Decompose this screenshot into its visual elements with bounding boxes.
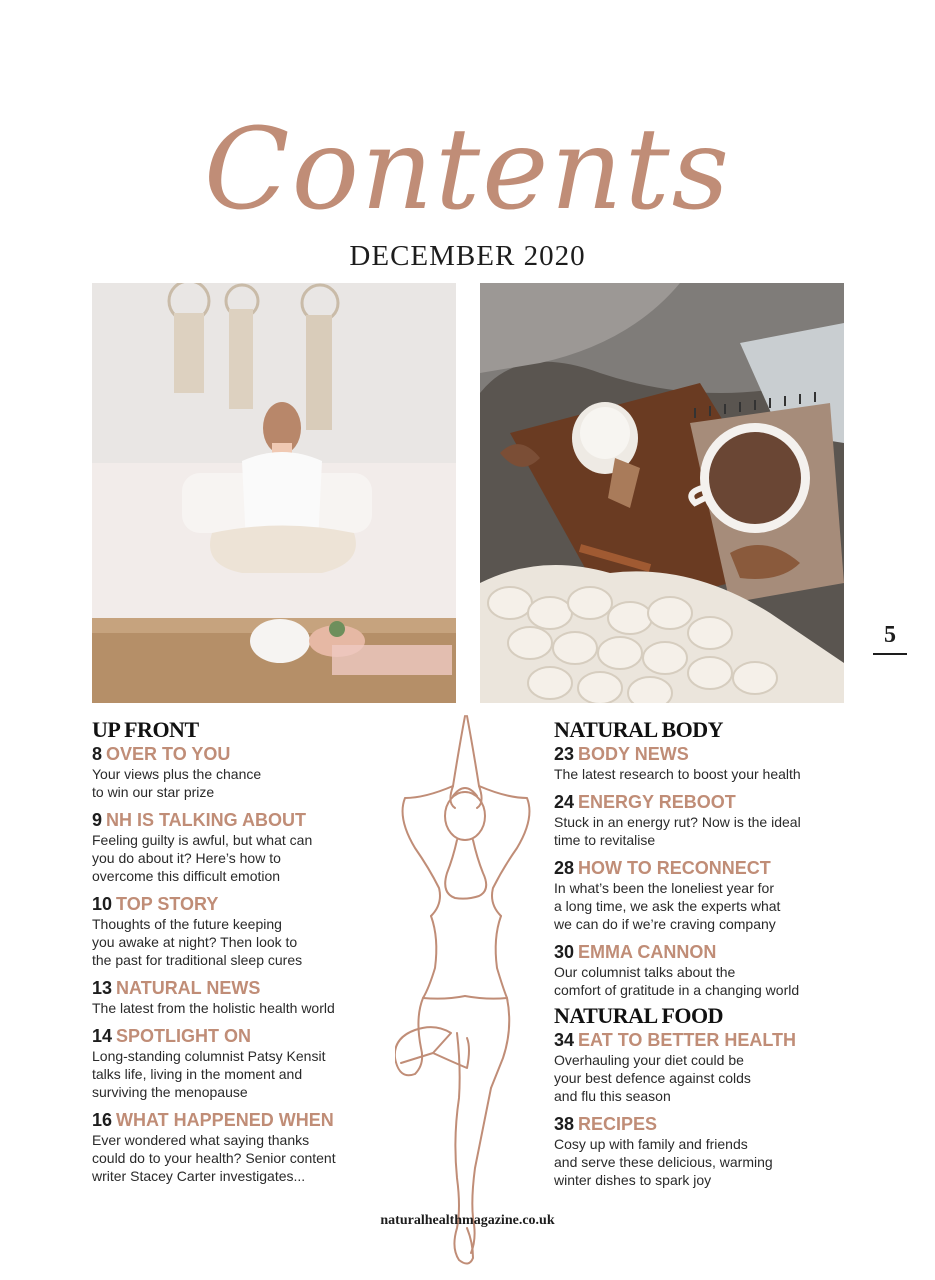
toc-entry-title: OVER TO YOU [106, 744, 231, 764]
natural-body-food-column [554, 717, 874, 1197]
contents-title: Contents [203, 105, 732, 235]
toc-entry-title: EAT TO BETTER HEALTH [578, 1030, 797, 1050]
toc-page-number: 23 [554, 744, 575, 764]
toc-entry-desc: time to revitalise [554, 832, 656, 848]
section-title-natural-food: NATURAL FOOD [554, 1003, 723, 1028]
toc-entry[interactable] [92, 977, 392, 1017]
toc-entry-desc: Feeling guilty is awful, but what can [92, 832, 313, 848]
toc-entry[interactable] [92, 893, 392, 969]
yoga-tree-pose-illustration [395, 708, 545, 1273]
toc-entry-desc: Stuck in an energy rut? Now is the ideal [554, 814, 801, 830]
toc-entry-desc: Ever wondered what saying thanks [92, 1132, 310, 1148]
toc-entry-desc: Your views plus the chance [92, 766, 262, 782]
toc-entry-title: TOP STORY [116, 894, 219, 914]
toc-entry-title: NATURAL NEWS [116, 978, 261, 998]
section-title-natural-body: NATURAL BODY [554, 717, 724, 742]
toc-page-number: 34 [554, 1030, 575, 1050]
issue-date: DECEMBER 2020 [349, 240, 586, 272]
toc-entry-desc: The latest research to boost your health [554, 766, 801, 782]
toc-entry-title: ENERGY REBOOT [578, 792, 736, 812]
toc-entry-desc: The latest from the holistic health world [92, 1000, 335, 1016]
toc-page-number: 10 [92, 894, 113, 914]
toc-entry-desc: writer Stacey Carter investigates... [92, 1168, 306, 1184]
toc-page-number: 24 [554, 792, 575, 812]
toc-entry-desc: and serve these delicious, warming [554, 1154, 773, 1170]
toc-entry-desc: you awake at night? Then look to [92, 934, 298, 950]
toc-page-number: 30 [554, 942, 575, 962]
toc-page-number: 13 [92, 978, 113, 998]
toc-entry-desc: we can do if we’re craving company [554, 916, 776, 932]
page-number: 5 [873, 622, 907, 655]
toc-entry-desc: and flu this season [554, 1088, 671, 1104]
toc-entry-desc: winter dishes to spark joy [554, 1172, 712, 1188]
toc-entry-desc: talks life, living in the moment and [92, 1066, 303, 1082]
toc-entry-desc: the past for traditional sleep cures [92, 952, 303, 968]
toc-entry-desc: comfort of gratitude in a changing world [554, 982, 800, 998]
section-title-up-front: UP FRONT [92, 717, 199, 742]
up-front-column [92, 717, 392, 1193]
toc-entry-desc: your best defence against colds [554, 1070, 751, 1086]
toc-entry[interactable] [92, 809, 392, 885]
toc-entry-title: NH IS TALKING ABOUT [106, 810, 307, 830]
toc-entry[interactable] [554, 743, 874, 783]
yoga-bedroom-photo [92, 283, 456, 703]
toc-entry-desc: could do to your health? Senior content [92, 1150, 336, 1166]
toc-entry[interactable] [554, 941, 874, 999]
toc-entry-title: BODY NEWS [578, 744, 689, 764]
toc-entry-desc: you do about it? Here’s how to [92, 850, 281, 866]
toc-entry-title: SPOTLIGHT ON [116, 1026, 252, 1046]
toc-entry[interactable] [92, 1025, 392, 1101]
toc-entry-desc: Cosy up with family and friends [554, 1136, 748, 1152]
toc-entry[interactable] [554, 791, 874, 849]
toc-page-number: 16 [92, 1110, 113, 1130]
toc-entry-desc: to win our star prize [92, 784, 215, 800]
website-url[interactable]: naturalhealthmagazine.co.uk [380, 1213, 555, 1228]
toc-entry[interactable] [92, 743, 392, 801]
toc-entry-title: RECIPES [578, 1114, 658, 1134]
toc-entry-desc: overcome this difficult emotion [92, 868, 281, 884]
toc-entry-desc: a long time, we ask the experts what [554, 898, 781, 914]
toc-entry[interactable] [554, 1113, 874, 1189]
toc-page-number: 28 [554, 858, 575, 878]
toc-entry-desc: Our columnist talks about the [554, 964, 736, 980]
toc-entry-title: WHAT HAPPENED WHEN [116, 1110, 334, 1130]
toc-entry[interactable] [554, 1029, 874, 1105]
cozy-cocoa-photo [480, 283, 844, 703]
toc-entry-desc: Thoughts of the future keeping [92, 916, 282, 932]
toc-entry-desc: Overhauling your diet could be [554, 1052, 744, 1068]
toc-entry-title: EMMA CANNON [578, 942, 717, 962]
toc-entry[interactable] [92, 1109, 392, 1185]
toc-page-number: 38 [554, 1114, 575, 1134]
toc-entry-title: HOW TO RECONNECT [578, 858, 771, 878]
toc-entry-desc: In what’s been the loneliest year for [554, 880, 774, 896]
toc-page-number: 9 [92, 810, 103, 830]
toc-entry-desc: surviving the menopause [92, 1084, 248, 1100]
toc-entry-desc: Long-standing columnist Patsy Kensit [92, 1048, 326, 1064]
toc-page-number: 14 [92, 1026, 113, 1046]
toc-page-number: 8 [92, 744, 103, 764]
toc-entry[interactable] [554, 857, 874, 933]
